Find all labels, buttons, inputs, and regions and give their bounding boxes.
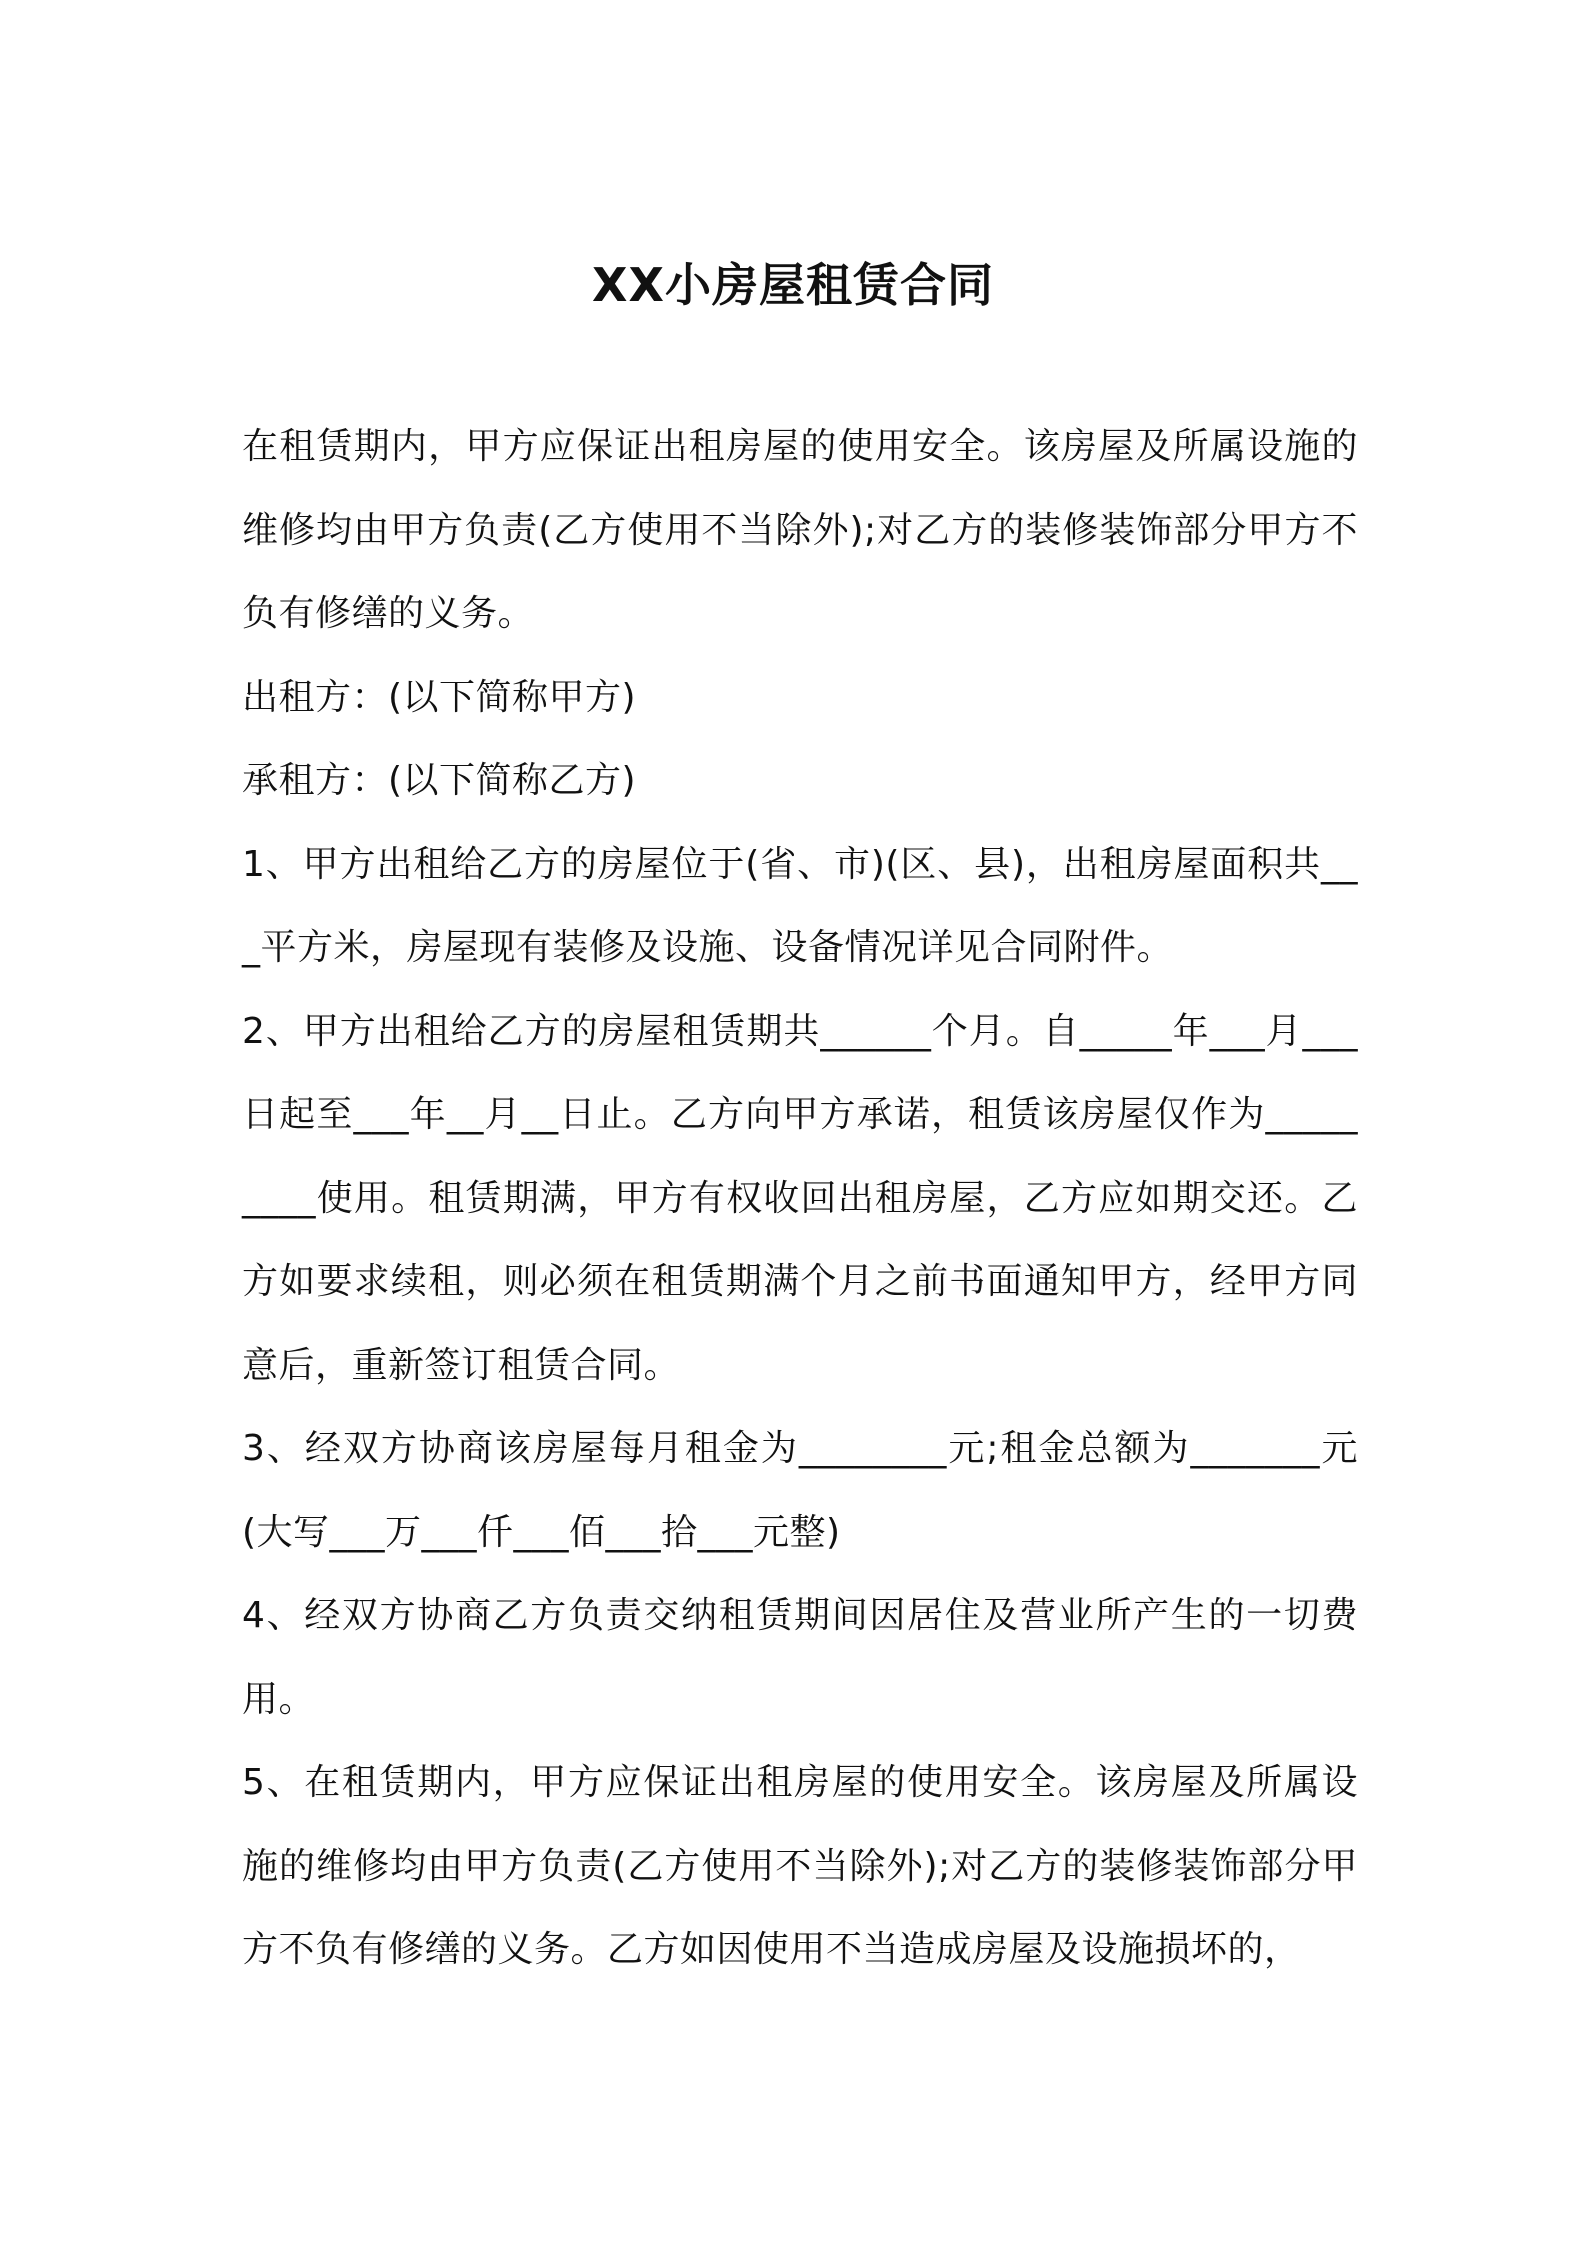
paragraph-intro: 在租赁期内，甲方应保证出租房屋的使用安全。该房屋及所属设施的维修均由甲方负责(乙方使用不当除外);对乙方的装修装饰部分甲方不负有修缮的义务。 [242, 426, 1358, 634]
clause-5: 5、在租赁期内，甲方应保证出租房屋的使用安全。该房屋及所属设施的维修均由甲方负责(乙方使用不当除外);对乙方的装修装饰部分甲方不负有修缮的义务。乙方如因使用不当造成房屋及设施损坏的， [242, 1762, 1358, 1970]
clause-1: 1、甲方出租给乙方的房屋位于(省、市)(区、县)，出租房屋面积共___平方米，房屋现有装修及设施、设备情况详见合同附件。 [242, 843, 1358, 968]
clause-3: 3、经双方协商该房屋每月租金为________元;租金总额为_______元(大写___万___仟___佰___拾___元整) [242, 1428, 1358, 1553]
document-body [242, 405, 1358, 1992]
clause-2: 2、甲方出租给乙方的房屋租赁期共______个月。自_____年___月___日起至___年__月__日止。乙方向甲方承诺，租赁该房屋仅作为_________使用。租赁期满，甲方有权收回出租房屋，乙方应如期交还。乙方如要求续租，则必须在租赁期满个月之前书面通知甲方，经甲方同意后，重新签订租赁合同。 [242, 1010, 1358, 1386]
paragraph-lessor: 出租方：(以下简称甲方) [242, 676, 637, 718]
clause-4: 4、经双方协商乙方负责交纳租赁期间因居住及营业所产生的一切费用。 [242, 1595, 1358, 1720]
document-title: XX小房屋租赁合同 [592, 257, 994, 312]
paragraph-lessee: 承租方：(以下简称乙方) [242, 760, 637, 801]
